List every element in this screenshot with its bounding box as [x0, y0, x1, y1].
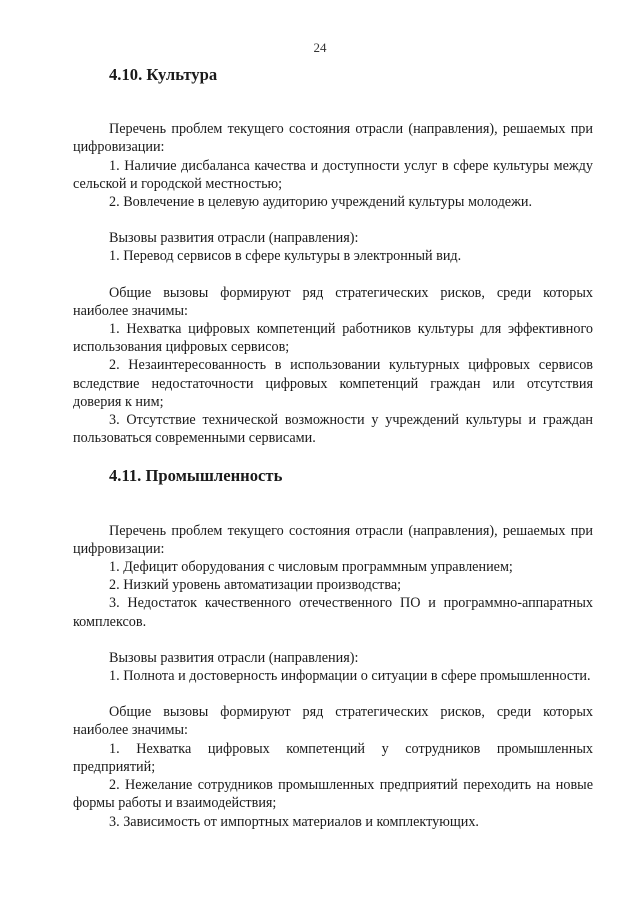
list-item: 3. Зависимость от импортных материалов и комплектующих.: [109, 813, 479, 830]
list-item: 1. Наличие дисбаланса качества и доступности услуг в сфере культуры между сельской и городской местностью;: [73, 157, 593, 192]
section-heading: 4.10. Культура: [109, 65, 218, 84]
section-industry: [73, 467, 593, 830]
list-item: 1. Дефицит оборудования с числовым программным управлением;: [109, 559, 513, 576]
block-lead: Вызовы развития отрасли (направления):: [109, 649, 359, 666]
problems-block: [73, 522, 593, 631]
section-heading: 4.11. Промышленность: [109, 466, 283, 486]
list-item: 1. Нехватка цифровых компетенций у сотрудников промышленных предприятий;: [73, 740, 593, 775]
section-culture: [73, 66, 593, 447]
list-item: 3. Отсутствие технической возможности у учреждений культуры и граждан пользоваться современными сервисами.: [73, 412, 593, 447]
list-item: 1. Нехватка цифровых компетенций работников культуры для эффективного использования цифровых сервисов;: [73, 321, 593, 356]
list-item: 2. Низкий уровень автоматизации производства;: [109, 577, 402, 594]
risks-block: [73, 703, 593, 830]
list-item: 1. Перевод сервисов в сфере культуры в электронный вид.: [109, 248, 462, 265]
block-lead: Перечень проблем текущего состояния отрасли (направления), решаемых при цифровизации:: [73, 522, 593, 557]
list-item: 2. Нежелание сотрудников промышленных предприятий переходить на новые формы работы и взаимодействия;: [73, 777, 593, 812]
block-lead: Перечень проблем текущего состояния отрасли (направления), решаемых при цифровизации:: [73, 121, 593, 156]
risks-block: [73, 284, 593, 448]
list-item: 2. Вовлечение в целевую аудиторию учреждений культуры молодежи.: [109, 194, 533, 211]
block-lead: Вызовы развития отрасли (направления):: [109, 230, 359, 247]
list-item: 3. Недостаток качественного отечественного ПО и программно-аппаратных комплексов.: [73, 595, 593, 630]
challenges-block: [73, 649, 593, 685]
block-lead: Общие вызовы формируют ряд стратегических рисков, среди которых наиболее значимы:: [73, 284, 593, 319]
problems-block: [73, 120, 593, 211]
document-body: [73, 66, 593, 831]
page-number: 24: [313, 40, 327, 55]
list-item: 2. Незаинтересованность в использовании культурных цифровых сервисов вследствие недостаточности цифровых компетенций граждан или отсутствия доверия к ним;: [73, 357, 593, 410]
challenges-block: [73, 229, 593, 265]
list-item: 1. Полнота и достоверность информации о ситуации в сфере промышленности.: [109, 668, 591, 685]
block-lead: Общие вызовы формируют ряд стратегических рисков, среди которых наиболее значимы:: [73, 704, 593, 739]
